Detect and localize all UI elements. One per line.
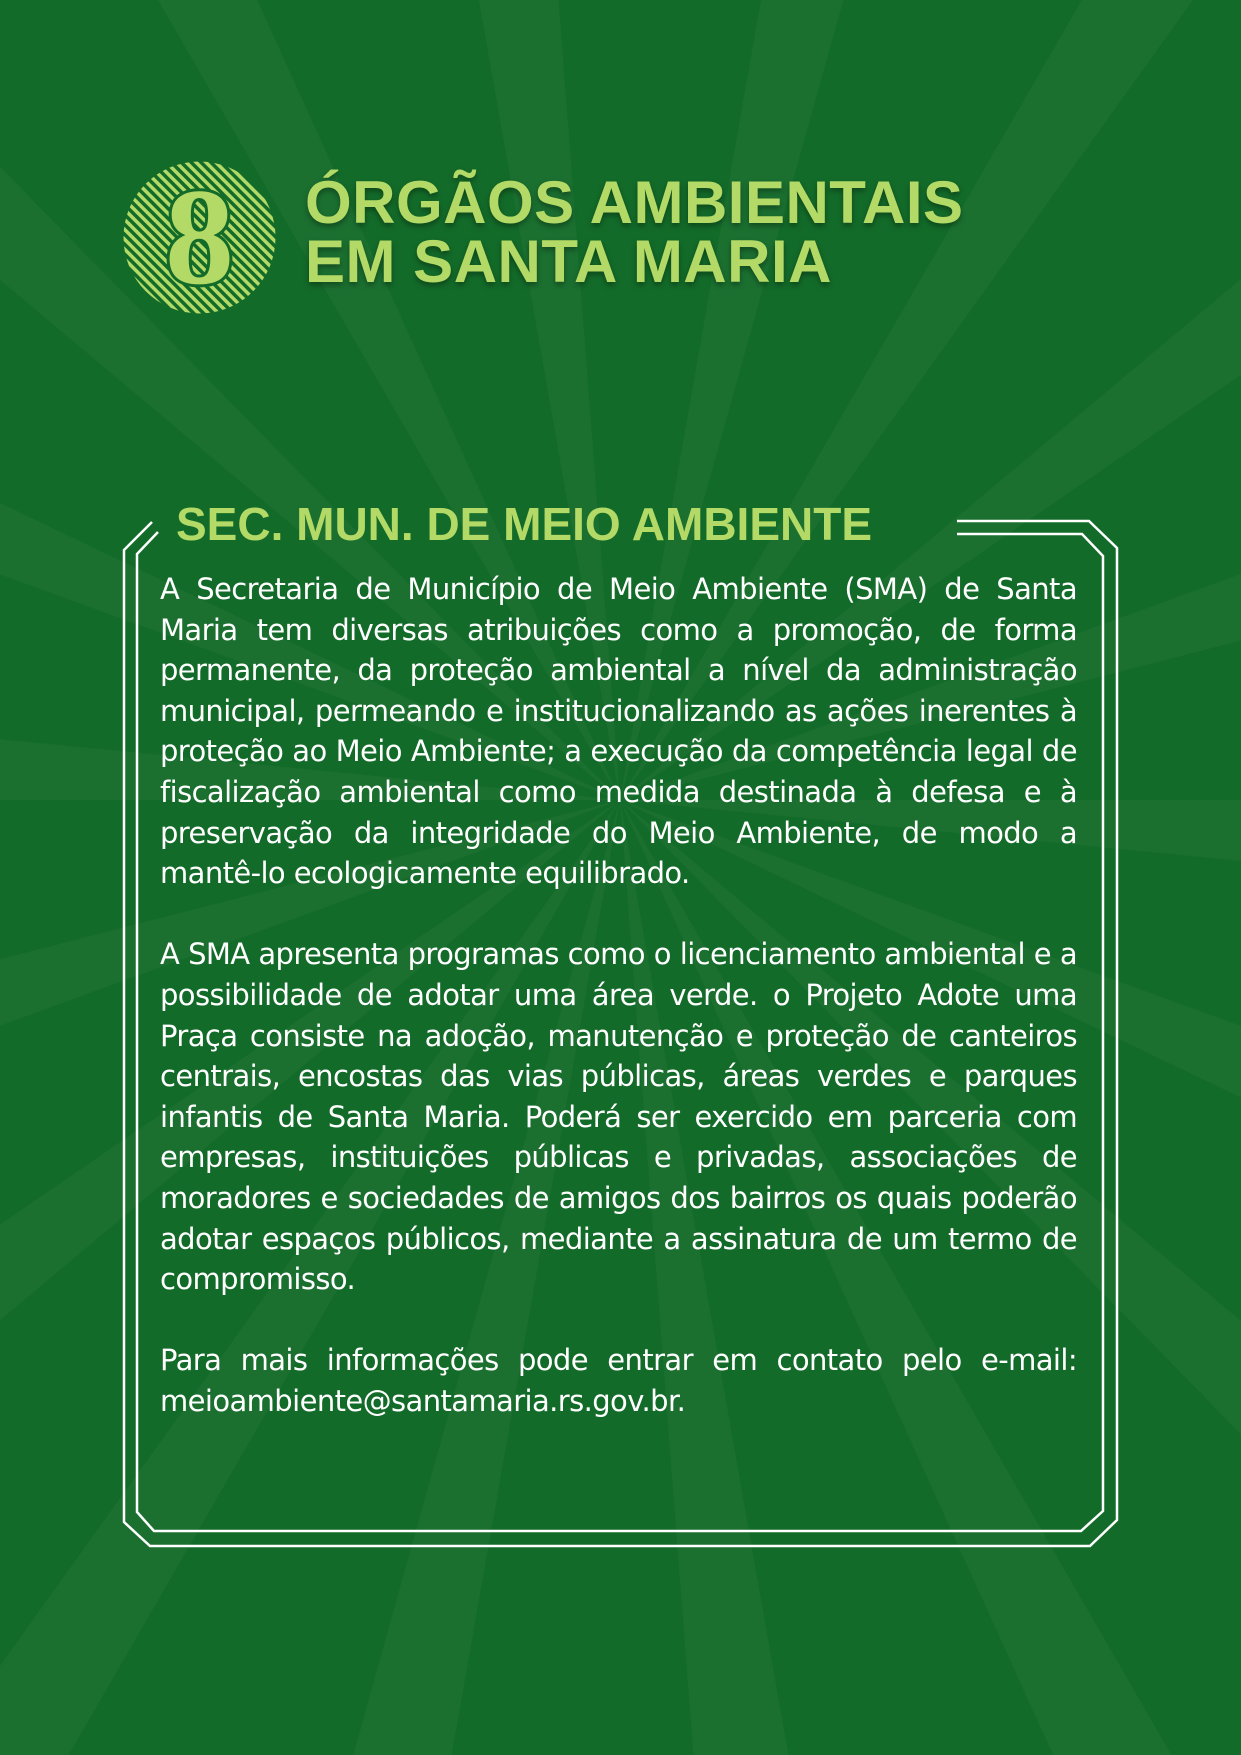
section-body: [160, 569, 1077, 1421]
body-paragraph-3: Para mais informações pode entrar em contato pelo e-mail: meioambiente@santamaria.rs.gov.br.: [160, 1343, 1077, 1418]
page-title-line-1: ÓRGÃOS AMBIENTAIS: [305, 169, 964, 236]
page-title: [305, 169, 964, 295]
section-number-badge: [123, 161, 276, 314]
badge-number: 8: [165, 161, 234, 313]
body-paragraph-2: A SMA apresenta programas como o licenciamento ambiental e a possibilidade de adotar uma área verde. o Projeto Adote uma Praça consiste na adoção, manutenção e proteção de canteiros centrais, encostas das vias públicas, áreas verdes e parques infantis de Santa Maria. Poderá ser exercido em parceria com empresas, instituições públicas e privadas, associações de moradores e sociedades de amigos dos bairros os quais poderão adotar espaços públicos, mediante a assinatura de um termo de compromisso.: [160, 937, 1077, 1297]
body-paragraph-1: A Secretaria de Município de Meio Ambiente (SMA) de Santa Maria tem diversas atribuições como a promoção, de forma permanente, da proteção ambiental a nível da administração municipal, permeando e institucionalizando as ações inerentes à proteção ao Meio Ambiente; a execução da competência legal de fiscalização ambiental como medida destinada à defesa e à preservação da integridade do Meio Ambiente, de modo a mantê-lo ecologicamente equilibrado.: [160, 572, 1077, 891]
page-title-line-2: EM SANTA MARIA: [305, 228, 832, 295]
section-title: SEC. MUN. DE MEIO AMBIENTE: [176, 498, 872, 550]
